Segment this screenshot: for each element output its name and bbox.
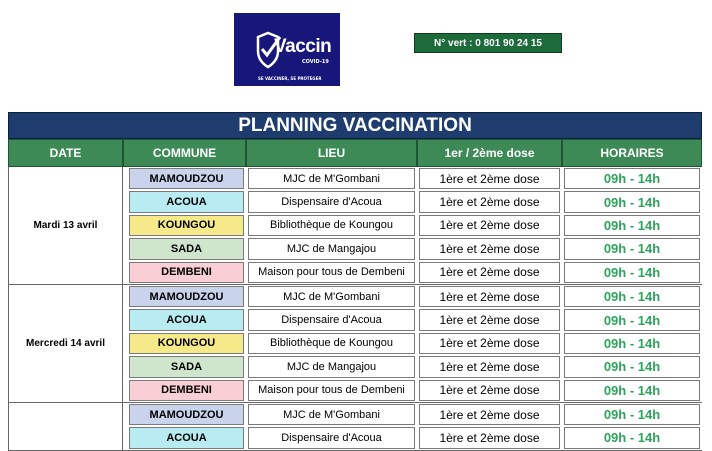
commune-cell: MAMOUDZOU <box>129 286 244 307</box>
header-commune: COMMUNE <box>123 139 246 167</box>
commune-cell: KOUNGOU <box>129 215 244 236</box>
horaires-cell: 09h - 14h <box>564 262 700 283</box>
dose-cell: 1ère et 2ème dose <box>419 427 560 448</box>
dose-cell: 1ère et 2ème dose <box>419 333 560 354</box>
table-row <box>123 379 702 402</box>
table-row <box>123 167 702 190</box>
horaires-cell: 09h - 14h <box>564 286 700 307</box>
lieu-cell: MJC de M'Gombani <box>248 404 415 425</box>
day-rows <box>123 403 702 450</box>
dose-cell: 1ère et 2ème dose <box>419 286 560 307</box>
table-row <box>123 261 702 284</box>
dose-cell: 1ère et 2ème dose <box>419 191 560 212</box>
day-date: Mercredi 14 avril <box>8 285 123 402</box>
commune-cell: MAMOUDZOU <box>129 404 244 425</box>
dose-cell: 1ère et 2ème dose <box>419 215 560 236</box>
lieu-cell: Bibliothèque de Koungou <box>248 215 415 236</box>
dose-cell: 1ère et 2ème dose <box>419 262 560 283</box>
table-row <box>123 190 702 213</box>
commune-cell: MAMOUDZOU <box>129 168 244 189</box>
logo-tagline: SE VACCINER, SE PROTEGER <box>258 76 322 81</box>
lieu-cell: MJC de M'Gombani <box>248 168 415 189</box>
commune-cell: SADA <box>129 238 244 259</box>
lieu-cell: MJC de Mangajou <box>248 238 415 259</box>
dose-cell: 1ère et 2ème dose <box>419 380 560 401</box>
table-row <box>123 237 702 260</box>
horaires-cell: 09h - 14h <box>564 380 700 401</box>
horaires-cell: 09h - 14h <box>564 215 700 236</box>
table-header-row <box>8 139 702 167</box>
horaires-cell: 09h - 14h <box>564 356 700 377</box>
dose-cell: 1ère et 2ème dose <box>419 168 560 189</box>
table-row <box>123 332 702 355</box>
table-body <box>8 167 702 451</box>
commune-cell: ACOUA <box>129 309 244 330</box>
lieu-cell: Dispensaire d'Acoua <box>248 309 415 330</box>
table-title: PLANNING VACCINATION <box>8 112 702 139</box>
lieu-cell: MJC de M'Gombani <box>248 286 415 307</box>
vaccination-table <box>8 112 702 451</box>
commune-cell: SADA <box>129 356 244 377</box>
lieu-cell: Dispensaire d'Acoua <box>248 191 415 212</box>
dose-cell: 1ère et 2ème dose <box>419 309 560 330</box>
header-horaires: HORAIRES <box>562 139 702 167</box>
lieu-cell: Maison pour tous de Dembeni <box>248 380 415 401</box>
header-dose: 1er / 2ème dose <box>417 139 562 167</box>
header-lieu: LIEU <box>246 139 417 167</box>
horaires-cell: 09h - 14h <box>564 238 700 259</box>
horaires-cell: 09h - 14h <box>564 191 700 212</box>
vaccin-covid-logo <box>234 13 340 86</box>
logo-word: Vaccin <box>274 36 332 57</box>
lieu-cell: Bibliothèque de Koungou <box>248 333 415 354</box>
hotline-number: N° vert : 0 801 90 24 15 <box>414 33 562 53</box>
day-rows <box>123 167 702 284</box>
day-block <box>8 167 702 285</box>
day-block <box>8 285 702 403</box>
commune-cell: ACOUA <box>129 191 244 212</box>
horaires-cell: 09h - 14h <box>564 427 700 448</box>
lieu-cell: Maison pour tous de Dembeni <box>248 262 415 283</box>
table-row <box>123 403 702 426</box>
dose-cell: 1ère et 2ème dose <box>419 356 560 377</box>
header-date: DATE <box>8 139 123 167</box>
day-block <box>8 403 702 451</box>
commune-cell: ACOUA <box>129 427 244 448</box>
table-row <box>123 355 702 378</box>
table-row <box>123 308 702 331</box>
table-row <box>123 214 702 237</box>
horaires-cell: 09h - 14h <box>564 168 700 189</box>
logo-sub: COVID-19 <box>302 59 329 65</box>
lieu-cell: MJC de Mangajou <box>248 356 415 377</box>
dose-cell: 1ère et 2ème dose <box>419 238 560 259</box>
day-date: Mardi 13 avril <box>8 167 123 284</box>
table-row <box>123 426 702 449</box>
commune-cell: KOUNGOU <box>129 333 244 354</box>
day-date <box>8 403 123 450</box>
commune-cell: DEMBENI <box>129 262 244 283</box>
dose-cell: 1ère et 2ème dose <box>419 404 560 425</box>
horaires-cell: 09h - 14h <box>564 404 700 425</box>
commune-cell: DEMBENI <box>129 380 244 401</box>
horaires-cell: 09h - 14h <box>564 333 700 354</box>
day-rows <box>123 285 702 402</box>
table-row <box>123 285 702 308</box>
horaires-cell: 09h - 14h <box>564 309 700 330</box>
lieu-cell: Dispensaire d'Acoua <box>248 427 415 448</box>
